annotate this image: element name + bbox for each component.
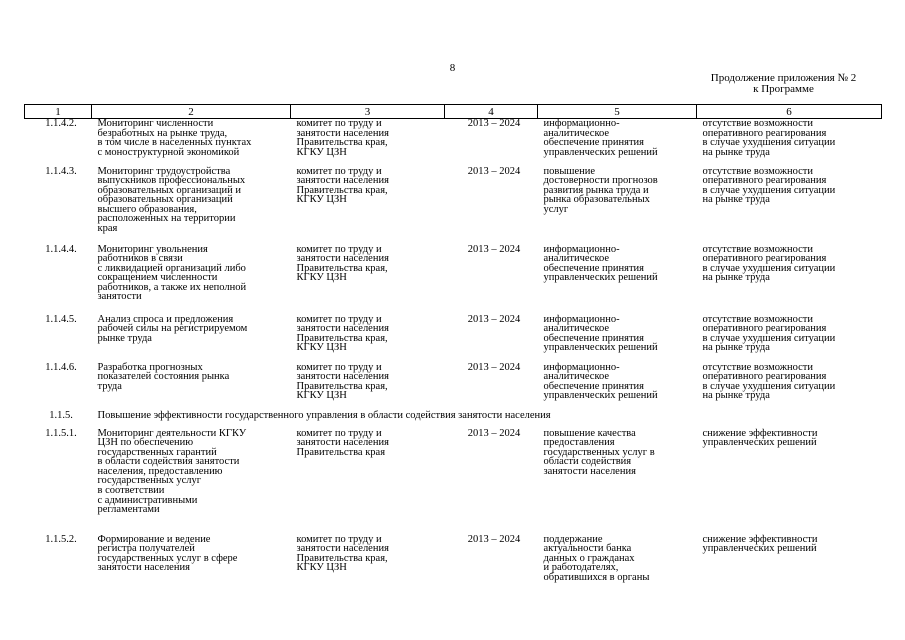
item-period: 2013 – 2024 (467, 118, 521, 129)
item-risk: снижение эффективности управленческих решений (702, 533, 818, 555)
item-name: Разработка прогнозных показателей состояния рынка труда (97, 361, 230, 392)
item-name: Мониторинг деятельности КГКУ ЦЗН по обеспечению государственных гарантий в области содействия занятости населения, предоставлению государственных услуг в соответствии с административными регламентами (97, 427, 247, 516)
item-result: повышение достоверности прогнозов развития рынка труда и рынка образовательных услуг (543, 165, 658, 215)
table-row (25, 167, 882, 245)
table-row (25, 535, 882, 595)
item-risk: отсутствие возможности оперативного реагирования в случае ухудшения ситуации на рынке труда (702, 165, 836, 206)
item-number: 1.1.4.4. (45, 243, 77, 255)
section-title: Повышение эффективности государственного управления в области содействия занятости населения (97, 409, 551, 421)
item-number: 1.1.4.2. (45, 118, 77, 129)
column-header: 6 (697, 105, 882, 119)
program-table (24, 104, 882, 595)
item-number: 1.1.5.1. (45, 427, 77, 439)
column-header: 1 (25, 105, 92, 119)
item-result: повышение качества предоставления государственных услуг в области содействия занятости населения (543, 427, 655, 477)
section-row (25, 411, 882, 429)
appendix-note: Продолжение приложения № 2 к Программе (710, 72, 857, 95)
item-risk: отсутствие возможности оперативного реагирования в случае ухудшения ситуации на рынке труда (702, 118, 836, 158)
item-risk: отсутствие возможности оперативного реагирования в случае ухудшения ситуации на рынке труда (702, 361, 836, 402)
section-number: 1.1.5. (49, 409, 73, 421)
item-period: 2013 – 2024 (467, 243, 521, 255)
item-name: Анализ спроса и предложения рабочей силы на регистрируемом рынке труда (97, 313, 248, 344)
column-header: 2 (92, 105, 291, 119)
item-number: 1.1.4.3. (45, 165, 77, 177)
item-executor: комитет по труду и занятости населения Правительства края, КГКУ ЦЗН (296, 165, 389, 206)
item-result: информационно- аналитическое обеспечение принятия управленческих решений (543, 118, 658, 158)
item-risk: отсутствие возможности оперативного реагирования в случае ухудшения ситуации на рынке труда (702, 313, 836, 354)
table-row (25, 363, 882, 411)
table-body (25, 119, 882, 595)
item-number: 1.1.4.6. (45, 361, 77, 373)
item-name: Формирование и ведение регистра получателей государственных услуг в сфере занятости населения (97, 533, 238, 574)
item-period: 2013 – 2024 (467, 427, 521, 439)
page-number: 8 (449, 62, 456, 74)
item-executor: комитет по труду и занятости населения Правительства края, КГКУ ЦЗН (296, 533, 389, 574)
item-name: Мониторинг увольнения работников в связи с ликвидацией организаций либо сокращением численности работников, а также их неполной занятости (97, 243, 247, 303)
column-header: 5 (538, 105, 697, 119)
item-result: информационно- аналитическое обеспечение принятия управленческих решений (543, 313, 658, 354)
item-executor: комитет по труду и занятости населения Правительства края, КГКУ ЦЗН (296, 118, 389, 158)
column-header: 4 (445, 105, 538, 119)
item-executor: комитет по труду и занятости населения Правительства края, КГКУ ЦЗН (296, 313, 389, 354)
item-name: Мониторинг трудоустройства выпускников профессиональных образовательных организаций и образовательных организаций высшего образования, расположенных на территории края (97, 165, 246, 235)
item-name: Мониторинг численности безработных на рынке труда, в том числе в населенных пунктах с моноструктурной экономикой (97, 118, 252, 158)
table-header-row (25, 105, 882, 119)
item-risk: снижение эффективности управленческих решений (702, 427, 818, 449)
table-row (25, 429, 882, 535)
item-risk: отсутствие возможности оперативного реагирования в случае ухудшения ситуации на рынке труда (702, 243, 836, 284)
item-executor: комитет по труду и занятости населения Правительства края (296, 427, 389, 458)
item-period: 2013 – 2024 (467, 313, 521, 325)
item-result: информационно- аналитическое обеспечение принятия управленческих решений (543, 361, 658, 402)
item-executor: комитет по труду и занятости населения Правительства края, КГКУ ЦЗН (296, 243, 389, 284)
item-period: 2013 – 2024 (467, 533, 521, 545)
column-header: 3 (291, 105, 445, 119)
table-row (25, 245, 882, 315)
item-result: поддержание актуальности банка данных о гражданах и работодателях, обратившихся в органы (543, 533, 650, 583)
item-number: 1.1.4.5. (45, 313, 77, 325)
item-executor: комитет по труду и занятости населения Правительства края, КГКУ ЦЗН (296, 361, 389, 402)
table-row (25, 315, 882, 363)
item-number: 1.1.5.2. (45, 533, 77, 545)
item-result: информационно- аналитическое обеспечение принятия управленческих решений (543, 243, 658, 284)
item-period: 2013 – 2024 (467, 361, 521, 373)
table-row (25, 119, 882, 167)
item-period: 2013 – 2024 (467, 165, 521, 177)
